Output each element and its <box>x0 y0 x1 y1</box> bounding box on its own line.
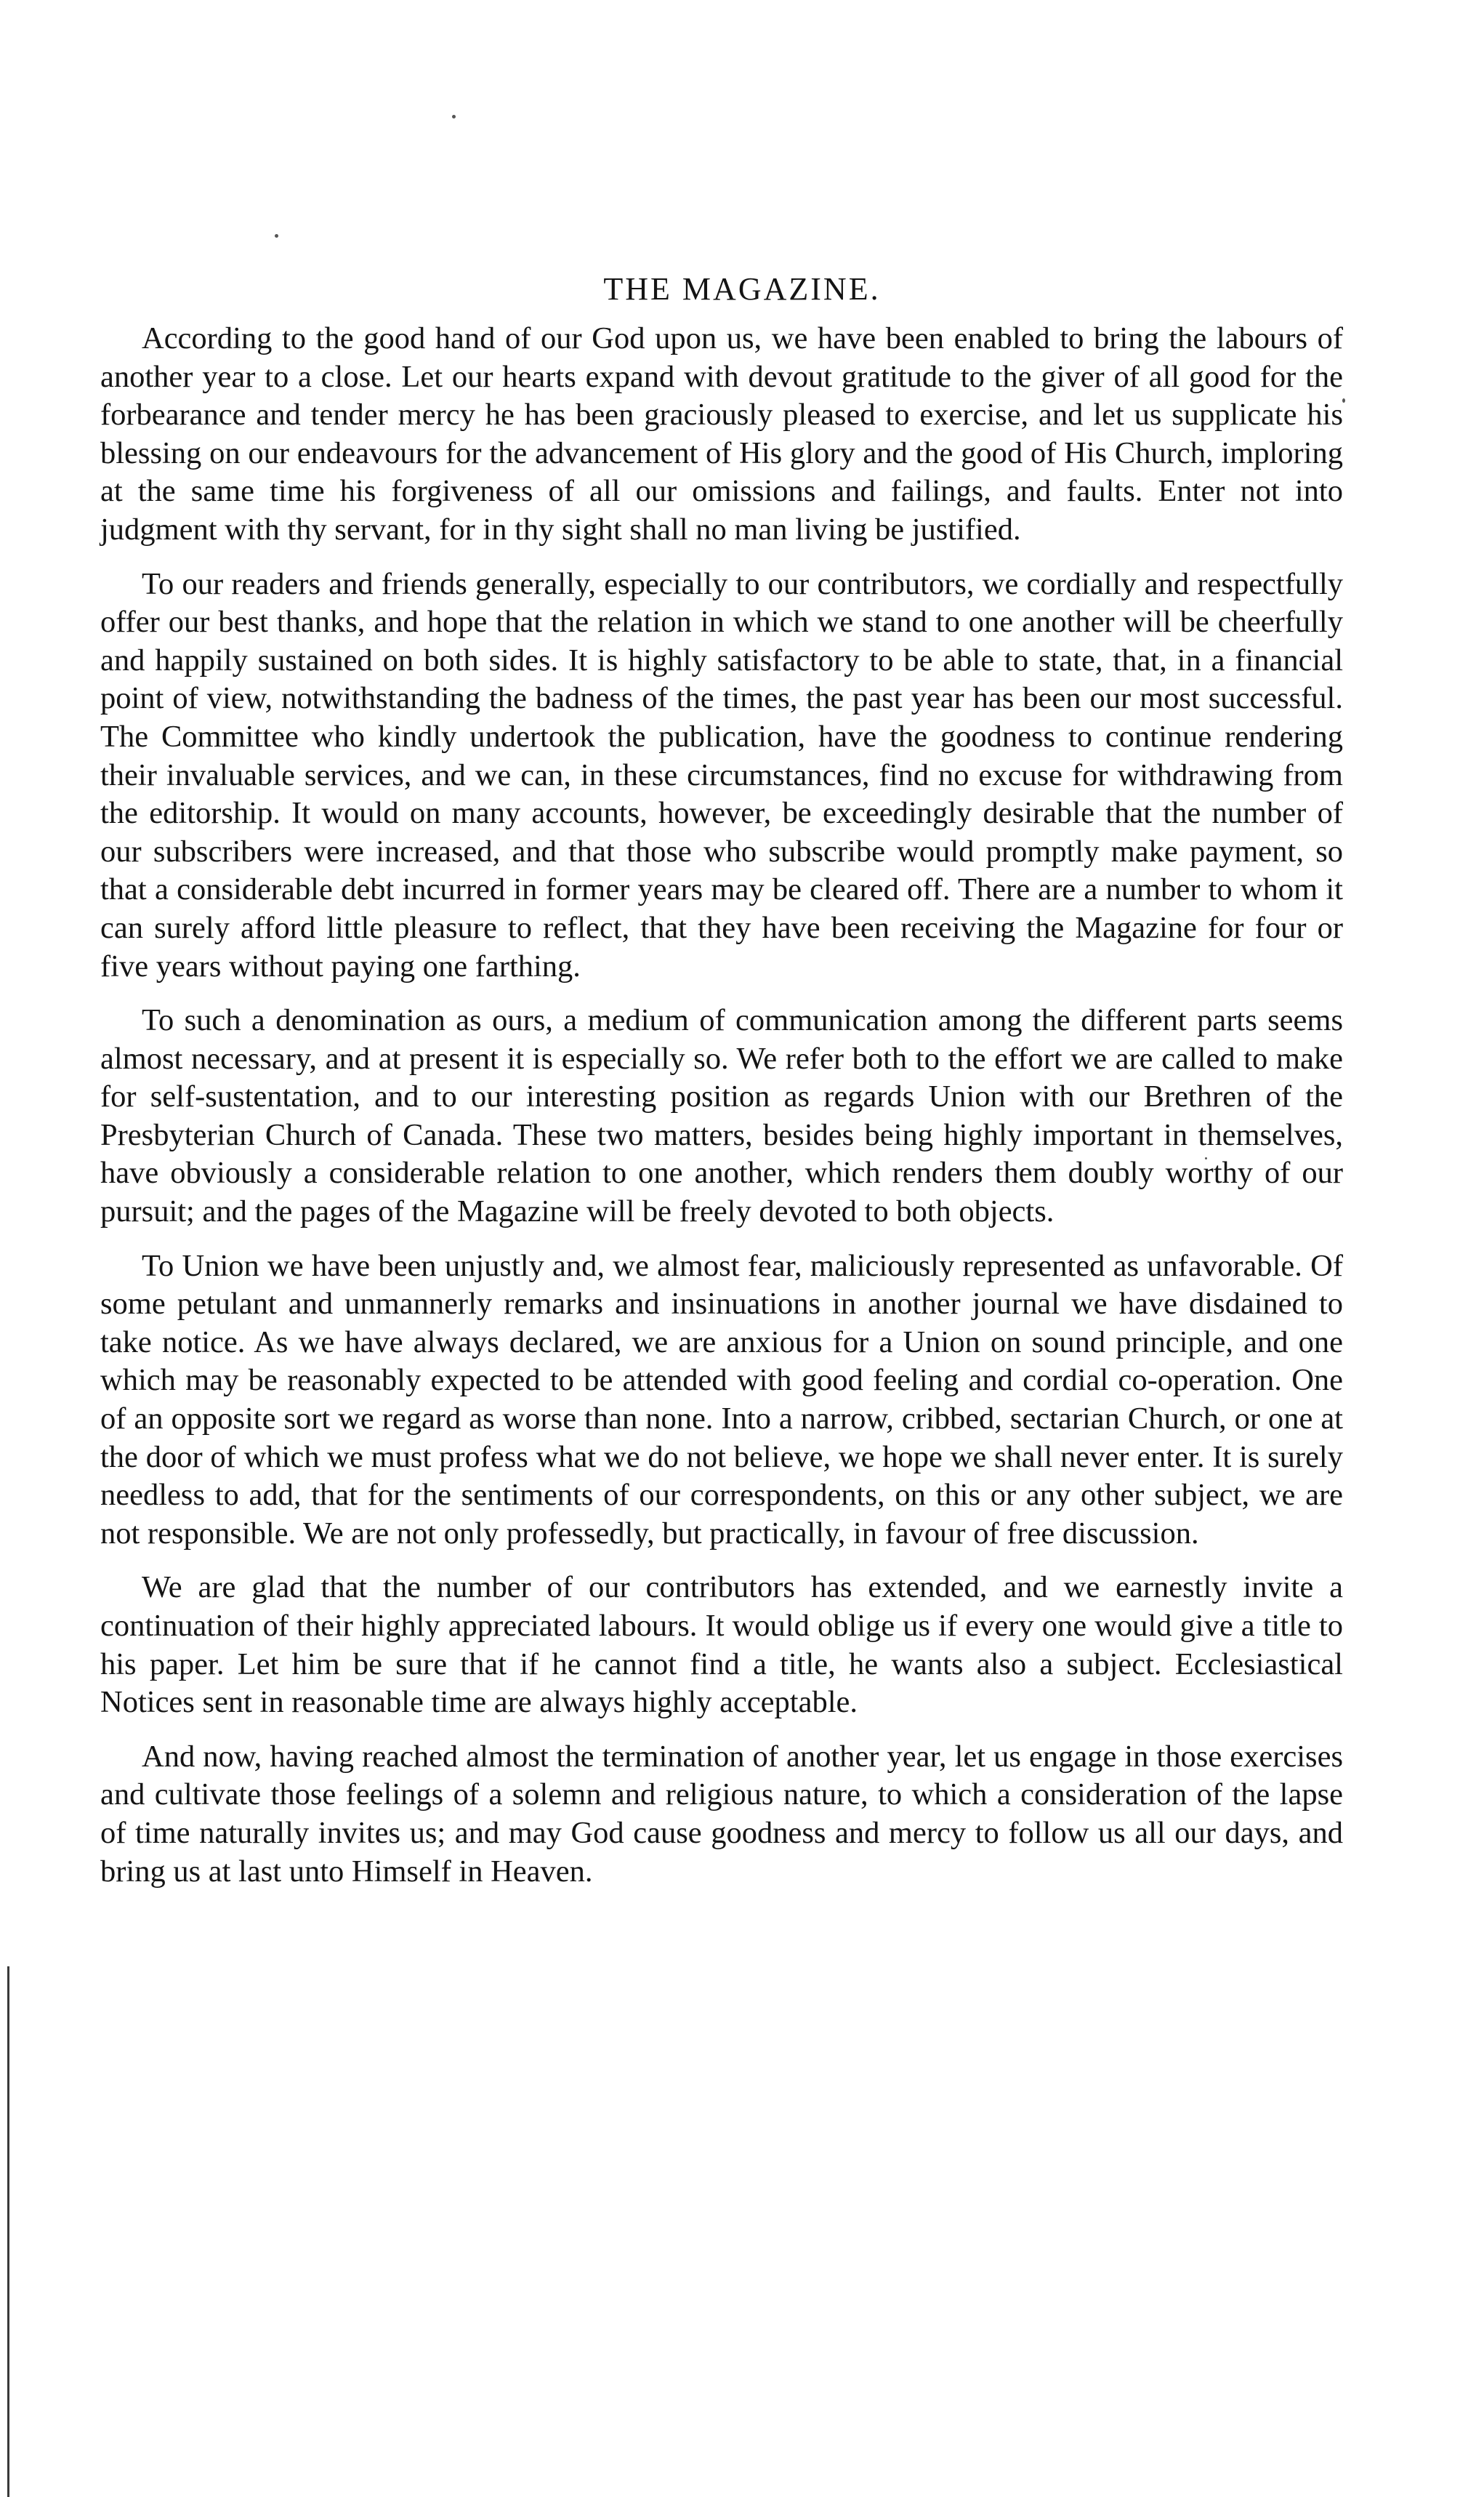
article-body <box>100 320 1343 1907</box>
paragraph-5: We are glad that the number of our contributors has extended, and we earnestly invite a continuation of their highly appreciated labours. It would oblige us if every one would give a title to his paper. Let him be sure that if he cannot find a title, he wants also a subject. Ecclesiastical Notices sent in reasonable time are always highly acceptable. <box>100 1570 1343 1720</box>
paragraph-1: According to the good hand of our God upon us, we have been enabled to bring the labours of another year to a close. Let our hearts expand with devout gratitude to the giver of all good for the forbearance and tender mercy he has been graciously pleased to exercise, and let us supplicate his blessing on our endeavours for the advancement of His glory and the good of His Church, imploring at the same time his forgiveness of all our omissions and failings, and faults. Enter not into judgment with thy servant, for in thy sight shall no man living be justified. <box>100 321 1343 547</box>
print-speck <box>275 234 278 238</box>
paragraph-6: And now, having reached almost the termination of another year, let us engage in those exercises and cultivate those feelings of a solemn and religious nature, to which a consideration of the lapse of time naturally invites us; and may God cause goodness and mercy to follow us all our days, and bring us at last unto Himself in Heaven. <box>100 1739 1343 1889</box>
paragraph-3: To such a denomination as ours, a medium of communication among the different parts seems almost necessary, and at present it is especially so. We refer both to the effort we are called to make for self-sustentation, and to our interesting position as regards Union with our Brethren of the Presbyterian Church of Canada. These two matters, besides being highly important in themselves, have obviously a considerable relation to one another, which renders them doubly worthy of our pursuit; and the pages of the Magazine will be freely devoted to both objects. <box>100 1003 1343 1229</box>
binding-edge-line <box>7 1966 9 2497</box>
page-title: THE MAGAZINE. <box>603 271 881 307</box>
paragraph-2: To our readers and friends generally, especially to our contributors, we cordially and respectfully offer our best thanks, and hope that the relation in which we stand to one another will be cheerfully and happily sustained on both sides. It is highly satisfactory to be able to state, that, in a financial point of view, notwithstanding the badness of the times, the past year has been our most successful. The Committee who kindly undertook the publication, have the goodness to continue rendering their invaluable services, and we can, in these circumstances, find no excuse for withdrawing from the editorship. It would on many accounts, however, be exceedingly desirable that the number of our subscribers were increased, and that those who subscribe would promptly make payment, so that a considerable debt incurred in former years may be cleared off. There are a number to whom it can surely afford little pleasure to reflect, that they have been receiving the Magazine for four or five years without paying one farthing. <box>100 566 1343 984</box>
print-speck <box>452 115 456 118</box>
paragraph-4: To Union we have been unjustly and, we almost fear, maliciously represented as unfavorable. Of some petulant and unmannerly remarks and insinuations in another journal we have disdained to take notice. As we have always declared, we are anxious for a Union on sound principle, and one which may be reasonably expected to be attended with good feeling and cordial co-operation. One of an opposite sort we regard as worse than none. Into a narrow, cribbed, sectarian Church, or one at the door of which we must profess what we do not believe, we hope we shall never enter. It is surely needless to add, that for the sentiments of our correspondents, on this or any other subject, we are not responsible. We are not only professedly, but practically, in favour of free discussion. <box>100 1248 1343 1551</box>
